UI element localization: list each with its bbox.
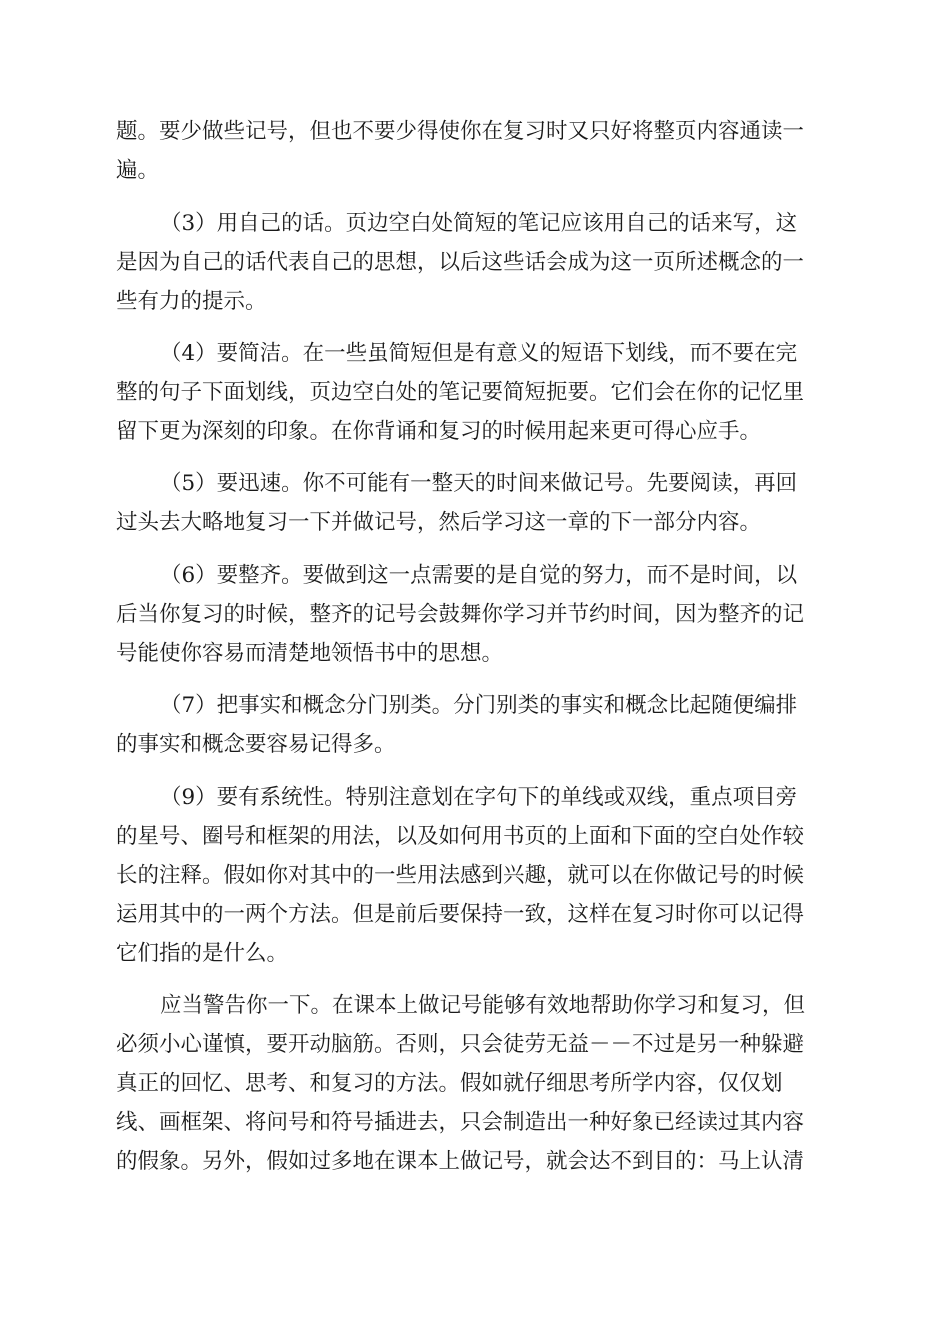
paragraph-line: 的事实和概念要容易记得多。 bbox=[116, 732, 396, 757]
paragraph-line: （7）把事实和概念分门别类。分门别类的事实和概念比起随便编排 bbox=[160, 693, 798, 718]
paragraph-line: 的假象。另外，假如过多地在课本上做记号，就会达不到目的：马上认清 bbox=[116, 1149, 805, 1174]
paragraph-line: 它们指的是什么。 bbox=[116, 941, 289, 966]
paragraph-line: 必须小心谨慎，要开动脑筋。否则，只会徒劳无益－－不过是另一种躲避 bbox=[116, 1032, 805, 1057]
paragraph-line: 遍。 bbox=[116, 158, 160, 183]
paragraph-line: 是因为自己的话代表自己的思想，以后这些话会成为这一页所述概念的一 bbox=[116, 250, 805, 275]
paragraph-item-3 bbox=[116, 204, 836, 321]
paragraph-line: 整的句子下面划线，页边空白处的笔记要简短扼要。它们会在你的记忆里 bbox=[116, 380, 805, 405]
paragraph-item-5 bbox=[116, 464, 836, 542]
paragraph-line: 运用其中的一两个方法。但是前后要保持一致，这样在复习时你可以记得 bbox=[116, 902, 805, 927]
paragraph-line: （3）用自己的话。页边空白处简短的笔记应该用自己的话来写，这 bbox=[160, 211, 798, 236]
paragraph-line: （6）要整齐。要做到这一点需要的是自觉的努力，而不是时间，以 bbox=[160, 563, 798, 588]
paragraph-line: 号能使你容易而清楚地领悟书中的思想。 bbox=[116, 641, 504, 666]
paragraph-item-9 bbox=[116, 778, 836, 973]
paragraph-item-6 bbox=[116, 556, 836, 673]
paragraph-line: 题。要少做些记号，但也不要少得使你在复习时又只好将整页内容通读一 bbox=[116, 119, 805, 144]
paragraph-item-7 bbox=[116, 686, 836, 764]
paragraph-item-4 bbox=[116, 334, 836, 451]
paragraph-line: 长的注释。假如你对其中的一些用法感到兴趣，就可以在你做记号的时候 bbox=[116, 863, 805, 888]
paragraph-line: （5）要迅速。你不可能有一整天的时间来做记号。先要阅读，再回 bbox=[160, 471, 798, 496]
paragraph-line: 留下更为深刻的印象。在你背诵和复习的时候用起来更可得心应手。 bbox=[116, 419, 762, 444]
paragraph-line: （4）要简洁。在一些虽简短但是有意义的短语下划线，而不要在完 bbox=[160, 341, 798, 366]
paragraph-line: 线、画框架、将问号和符号插进去，只会制造出一种好象已经读过其内容 bbox=[116, 1110, 805, 1135]
paragraph-line: 些有力的提示。 bbox=[116, 289, 267, 314]
paragraph-line: 应当警告你一下。在课本上做记号能够有效地帮助你学习和复习，但 bbox=[160, 993, 806, 1018]
paragraph-line: 的星号、圈号和框架的用法，以及如何用书页的上面和下面的空白处作较 bbox=[116, 824, 805, 849]
paragraph-line: （9）要有系统性。特别注意划在字句下的单线或双线，重点项目旁 bbox=[160, 785, 798, 810]
paragraph-continuation bbox=[116, 112, 836, 190]
paragraph-warning bbox=[116, 986, 836, 1181]
paragraph-line: 真正的回忆、思考、和复习的方法。假如就仔细思考所学内容，仅仅划 bbox=[116, 1071, 783, 1096]
paragraph-line: 后当你复习的时候，整齐的记号会鼓舞你学习并节约时间，因为整齐的记 bbox=[116, 602, 805, 627]
paragraph-line: 过头去大略地复习一下并做记号，然后学习这一章的下一部分内容。 bbox=[116, 510, 762, 535]
